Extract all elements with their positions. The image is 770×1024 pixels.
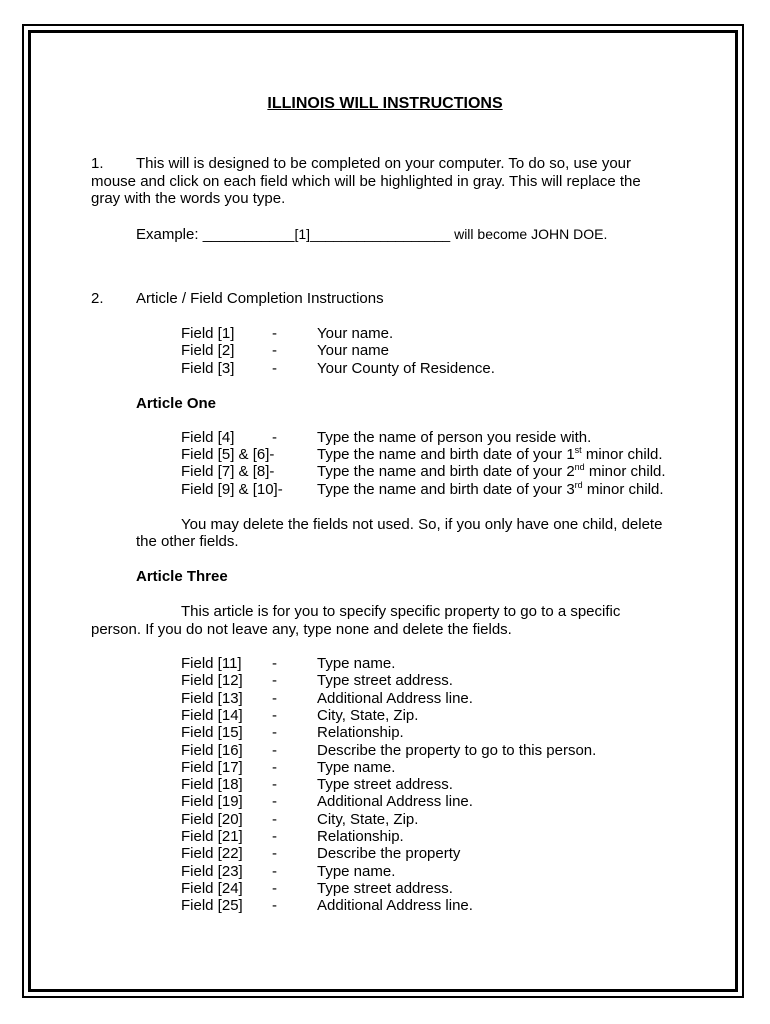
example-label: Example: ___________ [136,226,295,243]
section-2-number: 2. [91,290,104,307]
field-label: Field [3] [181,359,235,377]
field-dash: - [272,325,277,342]
field-label: Field [16] [181,741,243,759]
example-result: will become JOHN DOE. [450,226,608,242]
field-description: Type name. [317,862,396,880]
field-dash: - [272,359,277,377]
field-label: Field [11] [181,655,242,672]
example-field: [1]__________________ [294,226,451,242]
field-label: Field [5] & [6]- [181,446,275,463]
example-line [136,226,607,243]
field-description: Type the name and birth date of your 2nd minor child. [317,462,666,480]
field-label: Field [18] [181,776,243,794]
field-dash: - [272,429,277,446]
field-dash: - [272,879,277,897]
field-description: Type the name and birth date of your 3rd minor child. [317,480,664,498]
field-dash: - [272,793,277,811]
section-1-line-2: mouse and click on each field which will be highlighted in gray. This will replace the [91,173,641,190]
field-description: Describe the property to go to this person. [317,741,597,759]
field-label: Field [24] [181,879,243,897]
field-description: Your County of Residence. [317,359,495,377]
field-dash: - [272,758,277,776]
field-label: Field [4] [181,429,235,446]
field-dash: - [272,810,277,828]
field-description: Relationship. [317,724,404,742]
field-label: Field [23] [181,862,243,880]
field-label: Field [25] [181,897,243,915]
field-label: Field [7] & [8]- [181,463,275,480]
field-label: Field [19] [181,793,243,811]
field-description: Type the name and birth date of your 1st minor child. [317,445,663,463]
field-label: Field [21] [181,828,243,845]
page-title: ILLINOIS WILL INSTRUCTIONS [267,95,503,112]
field-description: Type name. [317,655,396,672]
field-description: City, State, Zip. [317,706,419,724]
field-dash: - [272,689,277,707]
field-dash: - [272,655,277,672]
field-label: Field [9] & [10]- [181,481,283,498]
field-description: Type the name of person you reside with. [317,429,592,446]
article-three-intro-line-1: This article is for you to specify specific property to go to a specific [181,603,621,620]
article-one-note-line-2: the other fields. [136,533,239,550]
field-description: Type street address. [317,776,453,794]
field-label: Field [13] [181,689,243,707]
section-2-heading: Article / Field Completion Instructions [136,290,384,307]
field-description: Your name. [317,325,394,342]
field-dash: - [272,342,277,360]
field-description: Type street address. [317,879,453,897]
field-label: Field [2] [181,342,235,360]
field-dash: - [272,828,277,845]
field-label: Field [22] [181,845,243,863]
field-dash: - [272,845,277,863]
field-dash: - [272,741,277,759]
field-dash: - [272,776,277,794]
field-description: Additional Address line. [317,689,473,707]
field-description: Type name. [317,758,396,776]
field-dash: - [272,862,277,880]
article-three-heading: Article Three [136,568,228,585]
field-description: Relationship. [317,828,404,845]
article-one-heading: Article One [136,395,217,412]
field-dash: - [272,706,277,724]
field-description: Type street address. [317,672,453,690]
field-description: Describe the property [317,845,461,863]
field-label: Field [20] [181,810,243,828]
field-label: Field [14] [181,706,243,724]
article-three-intro-line-2: person. If you do not leave any, type none and delete the fields. [91,621,512,638]
field-label: Field [12] [181,672,243,690]
section-1-number: 1. [91,155,104,172]
field-description: Additional Address line. [317,897,473,915]
field-description: Additional Address line. [317,793,473,811]
article-one-note-line-1: You may delete the fields not used. So, if you only have one child, delete [181,516,663,533]
field-dash: - [272,897,277,915]
section-1-line-3: gray with the words you type. [91,190,286,207]
field-dash: - [272,724,277,742]
field-dash: - [272,672,277,690]
field-description: City, State, Zip. [317,810,419,828]
section-1-line-1: This will is designed to be completed on your computer. To do so, use your [136,155,631,172]
field-label: Field [1] [181,325,235,342]
field-description: Your name [317,342,389,360]
field-label: Field [17] [181,758,243,776]
field-label: Field [15] [181,724,243,742]
